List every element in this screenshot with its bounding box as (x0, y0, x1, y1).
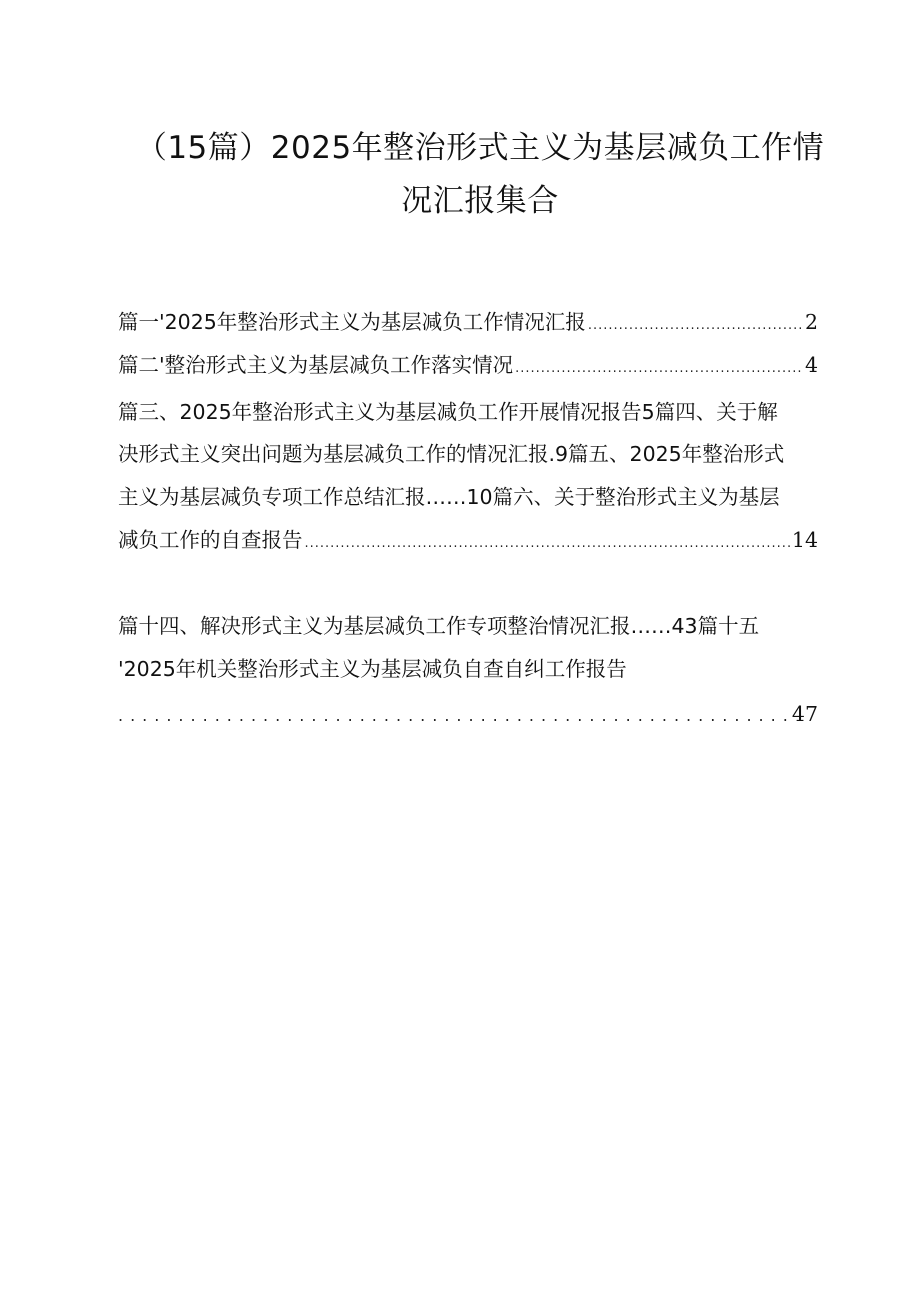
toc-paragraph-line: '2025年机关整治形式主义为基层减负自查自纠工作报告 (118, 657, 627, 681)
toc-page-number: 4 (804, 353, 818, 377)
toc-entry[interactable] (118, 526, 818, 558)
toc-paragraph-line: 主义为基层减负专项工作总结汇报……10篇六、关于整治形式主义为基层 (118, 485, 780, 509)
toc-page-number: 47 (791, 702, 818, 726)
toc-entry[interactable] (118, 308, 818, 340)
document-title-line-2: 况汇报集合 (401, 183, 559, 219)
toc-paragraph-line: 决形式主义突出问题为基层减负工作的情况汇报.9篇五、2025年整治形式 (118, 442, 785, 466)
toc-entry[interactable] (118, 351, 818, 383)
toc-leader-dots (515, 355, 803, 383)
toc-entry-label: 篇一'2025年整治形式主义为基层减负工作情况汇报 (118, 310, 586, 334)
toc-page-number: 14 (791, 528, 818, 552)
toc-leader-dots (305, 530, 790, 558)
toc-paragraph-line: 篇三、2025年整治形式主义为基层减负工作开展情况报告5篇四、关于解 (118, 400, 778, 424)
toc-leader-dots (118, 702, 790, 730)
toc-page-number: 2 (804, 310, 818, 334)
toc-entry-label: 减负工作的自查报告 (118, 528, 303, 552)
toc-leader-dots (588, 312, 803, 340)
toc-entry[interactable] (118, 700, 818, 730)
document-title-line-1: （15篇）2025年整治形式主义为基层减负工作情 (135, 130, 825, 166)
toc-paragraph-line: 篇十四、解决形式主义为基层减负工作专项整治情况汇报……43篇十五 (118, 614, 760, 638)
toc-entry-label: 篇二'整治形式主义为基层减负工作落实情况 (118, 353, 514, 377)
